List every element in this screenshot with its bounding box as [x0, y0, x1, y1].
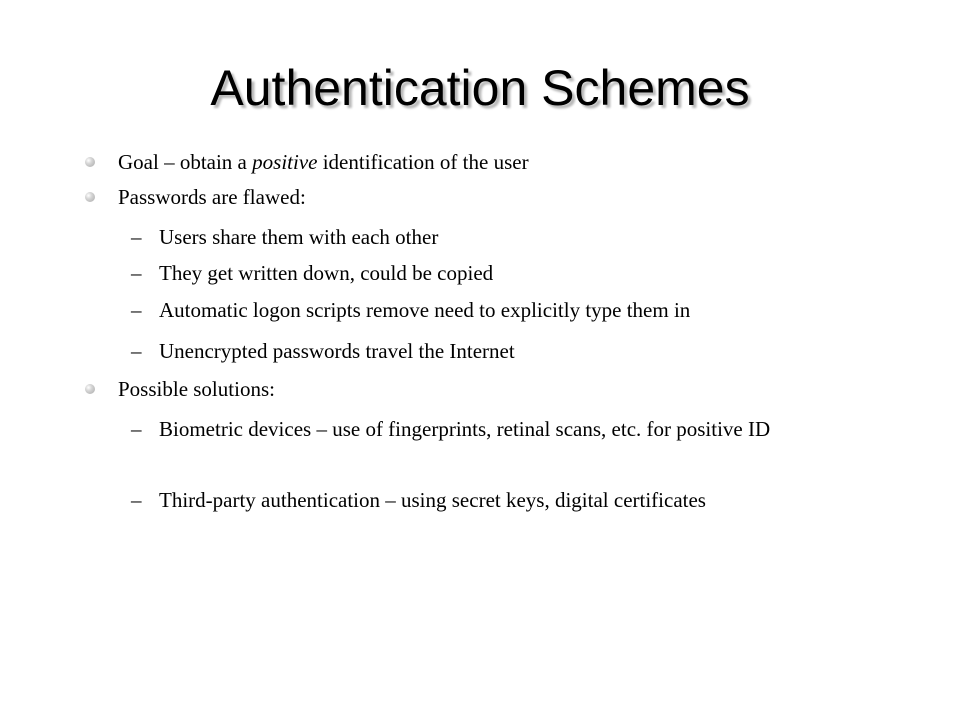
dash-marker: –: [131, 417, 142, 441]
subitem-text: Biometric devices – use of fingerprints, retinal scans, etc. for positive ID: [159, 417, 771, 441]
subitem-text: Third-party authentication – using secret keys, digital certificates: [159, 488, 706, 512]
bullet-dot-icon: [85, 192, 95, 202]
dash-marker: –: [131, 488, 142, 512]
subitem-unencrypted: [131, 338, 515, 364]
bullet-passwords-text: Passwords are flawed:: [118, 185, 306, 209]
bullet-goal-suffix: identification of the user: [317, 150, 529, 174]
bullet-goal: [84, 149, 529, 175]
subitem-text: Automatic logon scripts remove need to explicitly type them in: [159, 298, 691, 322]
dash-marker: –: [131, 261, 142, 285]
bullet-dot-icon: [85, 157, 95, 167]
subitem-written-down: [131, 260, 493, 286]
subitem-biometric: [131, 416, 859, 442]
dash-marker: –: [131, 339, 142, 363]
dash-marker: –: [131, 298, 142, 322]
subitem-logon-scripts: [131, 297, 690, 323]
bullet-passwords: [84, 184, 306, 210]
subitem-users-share: [131, 224, 438, 250]
dash-marker: –: [131, 225, 142, 249]
slide-title: Authentication Schemes: [210, 60, 750, 116]
subitem-text: They get written down, could be copied: [159, 261, 494, 285]
bullet-goal-text: [118, 149, 529, 175]
bullet-solutions: [84, 376, 275, 402]
bullet-solutions-text: Possible solutions:: [118, 377, 275, 401]
bullet-goal-emphasis: positive: [252, 150, 318, 174]
bullet-dot-icon: [85, 384, 95, 394]
bullet-goal-prefix: Goal – obtain a: [118, 150, 253, 174]
subitem-third-party: [131, 487, 706, 513]
subitem-text: Users share them with each other: [159, 225, 439, 249]
subitem-text: Unencrypted passwords travel the Internet: [159, 339, 515, 363]
